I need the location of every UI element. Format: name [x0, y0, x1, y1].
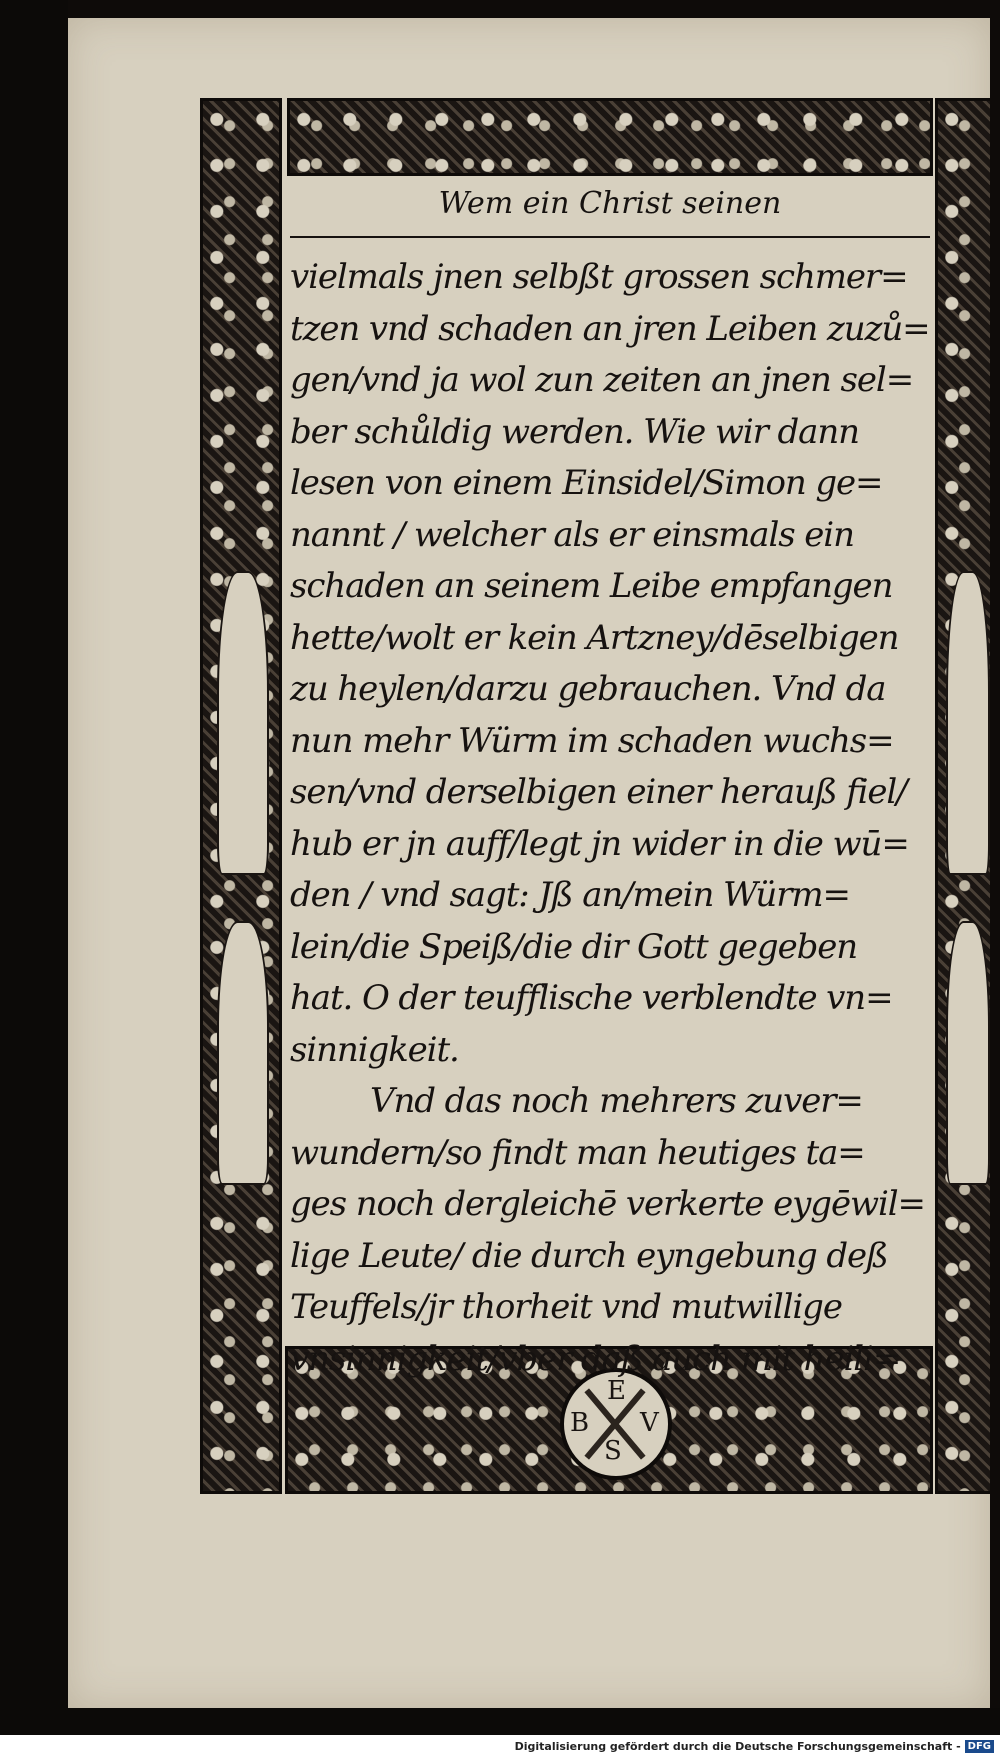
text-line: hette/wolt er kein Artzney/dēselbigen: [290, 617, 899, 658]
text-line: vielmals jnen selbßt grossen schmer=: [290, 257, 908, 297]
medallion-letter-right: V: [640, 1408, 659, 1438]
text-line: gen/vnd ja wol zun zeiten an jnen sel=: [290, 360, 914, 400]
text-line: den / vnd sagt: Jß an/mein Würm=: [290, 875, 850, 915]
text-line: vnsinnigkeit/vber daß auch mit heili=: [290, 1338, 901, 1379]
pillar-ornament: [217, 571, 269, 875]
text-line: nun mehr Würm im schaden wuchs=: [290, 720, 894, 761]
pillar-ornament: [217, 921, 269, 1185]
running-head: Wem ein Christ seinen: [438, 186, 782, 221]
body-text-block: [290, 252, 930, 1385]
text-line: ges noch dergleichē verkerte eygēwil=: [290, 1184, 925, 1224]
medallion-letter-bottom: S: [604, 1436, 622, 1466]
text-line: hat. O der teufflische verblendte vn=: [290, 978, 893, 1018]
text-line: lein/die Speiß/die dir Gott gegeben: [290, 926, 858, 967]
medallion-letter-top: E: [607, 1376, 626, 1406]
text-line: nannt / welcher als er einsmals ein: [290, 514, 854, 555]
ornamental-border-top: [287, 98, 933, 176]
funding-credit: Digitalisierung gefördert durch die Deutsche Forschungsgemeinschaft -: [514, 1739, 961, 1753]
digitization-footer: [0, 1735, 1000, 1757]
scan-background-left: [0, 0, 68, 1757]
medallion-letter-left: B: [570, 1408, 590, 1438]
text-line: lige Leute/ die durch eyngebung deß: [290, 1235, 888, 1276]
dfg-logo: DFG: [965, 1740, 994, 1753]
text-line: sinnigkeit.: [290, 1029, 459, 1070]
text-line: sen/vnd derselbigen einer herauß fiel/: [290, 772, 907, 812]
text-line: tzen vnd schaden an jren Leiben zuzů=: [290, 308, 930, 349]
header-rule: [290, 236, 930, 238]
pillar-ornament: [946, 921, 990, 1185]
text-line: wundern/so findt man heutiges ta=: [290, 1132, 865, 1173]
text-line: hub er jn auff/legt jn wider in die wū=: [290, 823, 909, 864]
paragraph-start-line: Vnd das noch mehrers zuver=: [370, 1081, 863, 1121]
text-line: Teuffels/jr thorheit vnd mutwillige: [290, 1287, 842, 1327]
ornamental-border-right: [935, 98, 993, 1494]
text-line: schaden an seinem Leibe empfangen: [290, 566, 893, 606]
pillar-ornament: [946, 571, 990, 875]
text-line: lesen von einem Einsidel/Simon ge=: [290, 463, 883, 503]
text-line: ber schůldig werden. Wie wir dann: [290, 411, 859, 452]
ornamental-border-left: [200, 98, 282, 1494]
text-line: zu heylen/darzu gebrauchen. Vnd da: [290, 669, 886, 709]
